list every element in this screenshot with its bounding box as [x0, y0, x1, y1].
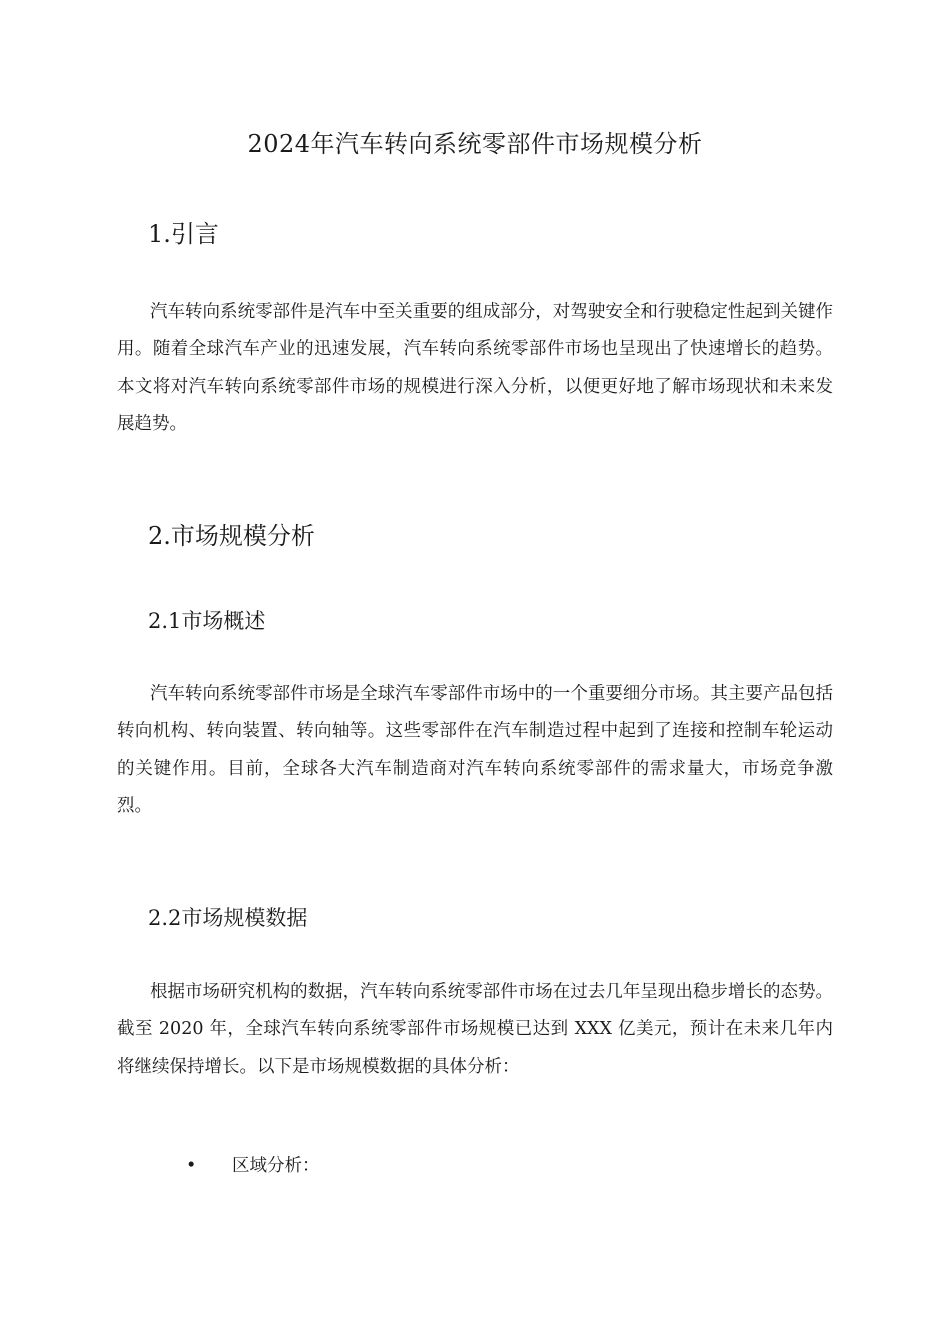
- section-heading-introduction: 1.引言: [148, 220, 219, 248]
- list-item: [186, 1150, 320, 1182]
- subsection-heading-market-data: 2.2市场规模数据: [148, 906, 308, 930]
- market-data-paragraph: 根据市场研究机构的数据，汽车转向系统零部件市场在过去几年呈现出稳步增长的态势。截至 2020 年，全球汽车转向系统零部件市场规模已达到 XXX 亿美元，预计在未来几年内将继续保持增长。以下是市场规模数据的具体分析：: [117, 982, 833, 1077]
- introduction-paragraph: 汽车转向系统零部件是汽车中至关重要的组成部分，对驾驶安全和行驶稳定性起到关键作用。随着全球汽车产业的迅速发展，汽车转向系统零部件市场也呈现出了快速增长的趋势。本文将对汽车转向系统零部件市场的规模进行深入分析，以便更好地了解市场现状和未来发展趋势。: [117, 302, 833, 435]
- bullet-icon: •: [186, 1156, 197, 1176]
- document-title: 2024年汽车转向系统零部件市场规模分析: [247, 130, 703, 158]
- section-heading-market-size: 2.市场规模分析: [148, 522, 315, 550]
- bullet-text-regional-analysis: 区域分析：: [232, 1156, 320, 1176]
- subsection-heading-market-overview: 2.1市场概述: [148, 609, 266, 633]
- market-overview-paragraph: 汽车转向系统零部件市场是全球汽车零部件市场中的一个重要细分市场。其主要产品包括转向机构、转向装置、转向轴等。这些零部件在汽车制造过程中起到了连接和控制车轮运动的关键作用。目前，全球各大汽车制造商对汽车转向系统零部件的需求量大，市场竞争激烈。: [117, 684, 833, 817]
